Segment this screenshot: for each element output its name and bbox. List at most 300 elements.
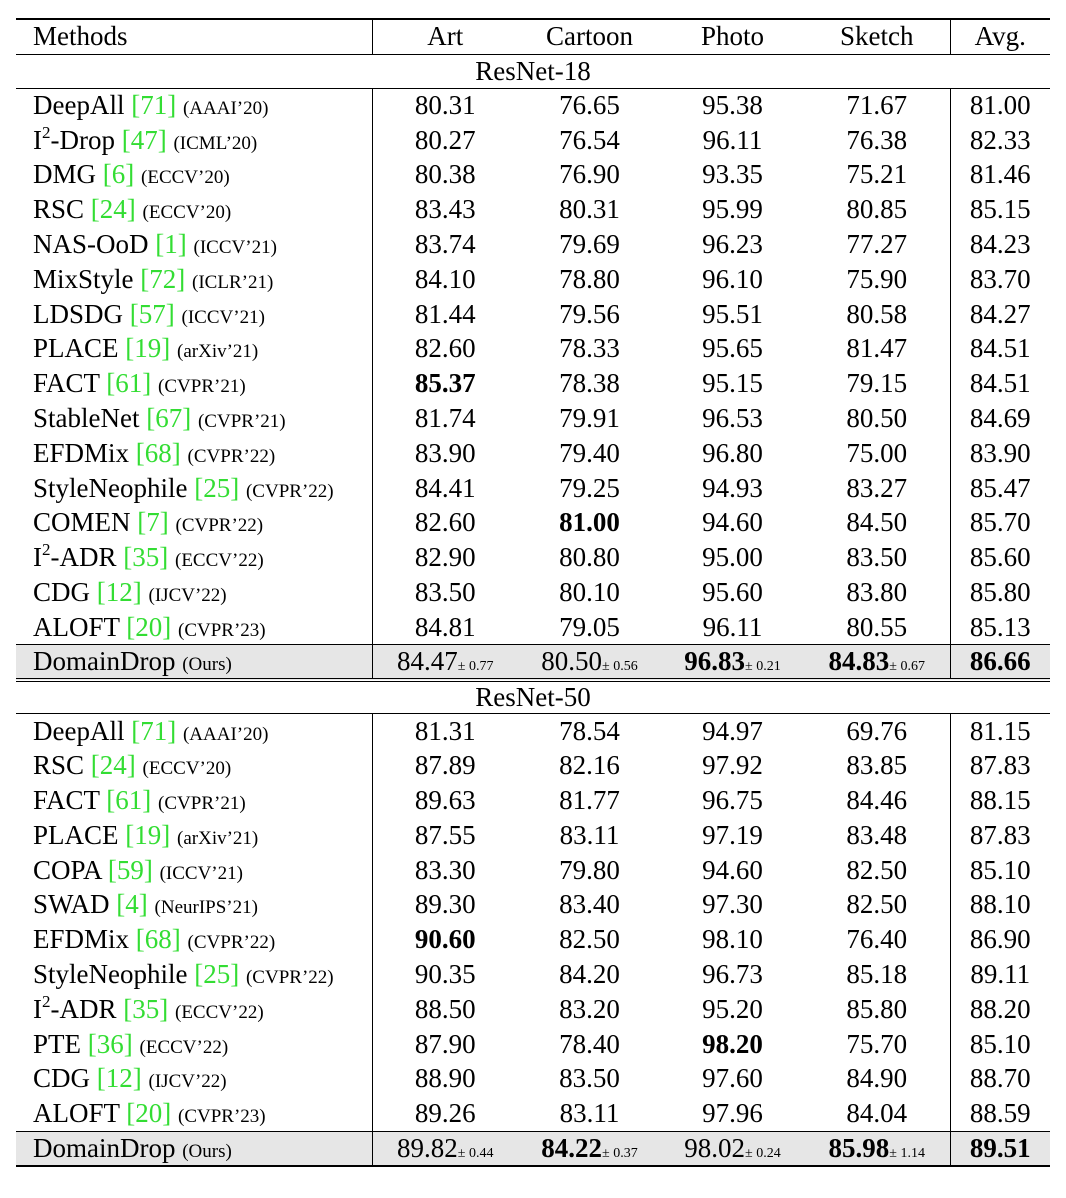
value-sketch: 85.98	[828, 1132, 890, 1163]
ours-photo-cell	[661, 1131, 804, 1166]
value-art: 80.27	[414, 124, 476, 155]
value-avg: 83.70	[969, 263, 1031, 294]
value-art: 87.55	[414, 819, 476, 850]
venue-label: (CVPR’21)	[158, 376, 246, 398]
venue-label: (IJCV’22)	[148, 585, 227, 607]
value-photo: 97.92	[702, 750, 763, 781]
value-art: 87.90	[414, 1028, 476, 1059]
citation-link[interactable]: [19]	[125, 333, 171, 364]
venue-label: (CVPR’21)	[197, 411, 286, 433]
method-name-suffix: -ADR	[50, 542, 117, 573]
table-row	[16, 88, 1050, 123]
citation-link[interactable]: [67]	[146, 403, 192, 434]
table-row	[16, 610, 1050, 645]
value-sketch: 75.70	[804, 1027, 950, 1062]
citation-link[interactable]: [59]	[107, 854, 153, 885]
citation-number[interactable]: 4	[125, 889, 139, 920]
method-name: StyleNeophile	[33, 959, 188, 990]
citation-link[interactable]: [68]	[135, 924, 181, 955]
value-sketch: 84.83	[828, 645, 890, 676]
venue-label: (CVPR’23)	[178, 619, 266, 641]
value-avg: 85.70	[969, 507, 1031, 538]
venue-label: (ICCV’21)	[159, 862, 243, 884]
value-avg: 84.69	[969, 403, 1031, 434]
value-sketch: 83.50	[804, 540, 950, 575]
method-name: I	[33, 542, 42, 573]
results-table	[16, 18, 1050, 1167]
citation-number[interactable]: 20	[135, 1097, 163, 1128]
value-cartoon: 82.16	[559, 750, 620, 781]
table-row	[16, 888, 1050, 923]
value-photo: 97.96	[702, 1097, 763, 1128]
table-row	[16, 506, 1050, 541]
value-avg: 85.15	[969, 194, 1031, 225]
citation-link[interactable]: [61]	[106, 368, 152, 399]
method-cell	[16, 297, 372, 332]
value-avg: 84.51	[969, 333, 1031, 364]
value-art: 83.90	[414, 437, 476, 468]
value-cartoon: 78.33	[559, 333, 620, 364]
method-name: COMEN	[33, 507, 131, 538]
method-name: PLACE	[33, 333, 119, 364]
value-art: 81.44	[414, 298, 476, 329]
ours-row	[16, 645, 1050, 680]
section-title: ResNet-50	[16, 680, 1050, 714]
venue-label: (IJCV’22)	[148, 1071, 227, 1093]
ours-avg-cell	[950, 1131, 1050, 1166]
venue-label: (AAAI’20)	[182, 98, 269, 120]
std-sketch: ± 1.14	[889, 1145, 925, 1161]
value-sketch: 83.48	[804, 818, 950, 853]
value-cartoon: 83.11	[559, 819, 620, 850]
value-avg: 84.27	[969, 298, 1031, 329]
citation-number[interactable]: 68	[144, 924, 172, 955]
venue-label: (Ours)	[182, 653, 232, 675]
value-art: 88.50	[414, 993, 476, 1024]
method-name: MixStyle	[33, 263, 134, 294]
citation-number[interactable]: 6	[111, 159, 126, 190]
table-row	[16, 471, 1050, 506]
method-name: PTE	[33, 1028, 82, 1059]
method-name: NAS-OoD	[33, 229, 149, 260]
value-sketch: 75.90	[804, 262, 950, 297]
value-avg: 85.13	[969, 611, 1031, 642]
method-name: DomainDrop	[33, 1132, 176, 1163]
value-cartoon: 81.00	[559, 507, 620, 538]
citation-number[interactable]: 20	[135, 611, 163, 642]
method-cell	[16, 714, 372, 749]
col-header-art: Art	[372, 19, 518, 54]
value-cartoon: 83.50	[559, 1063, 620, 1094]
venue-label: (ECCV’22)	[175, 550, 264, 572]
venue-label: (CVPR’23)	[178, 1105, 266, 1127]
citation-link[interactable]: [12]	[96, 577, 142, 608]
value-sketch: 69.76	[804, 714, 950, 749]
value-photo: 96.80	[702, 437, 763, 468]
method-superscript: 2	[42, 122, 51, 142]
method-name: RSC	[33, 194, 85, 225]
value-sketch: 84.04	[804, 1096, 950, 1131]
method-superscript: 2	[42, 991, 51, 1011]
value-art: 89.26	[414, 1097, 476, 1128]
venue-label: (ECCV’20)	[141, 167, 230, 189]
method-cell	[16, 1131, 372, 1166]
col-header-avg: Avg.	[950, 19, 1050, 54]
value-photo: 95.20	[702, 993, 763, 1024]
value-avg: 82.33	[969, 124, 1031, 155]
method-cell	[16, 192, 372, 227]
citation-link[interactable]: [7]	[137, 507, 169, 538]
value-sketch: 76.40	[804, 922, 950, 957]
method-cell	[16, 992, 372, 1027]
method-name: FACT	[33, 368, 100, 399]
value-art: 81.74	[414, 403, 476, 434]
method-cell	[16, 366, 372, 401]
venue-label: (ICLR’21)	[192, 271, 274, 293]
table-row	[16, 575, 1050, 610]
table-row	[16, 297, 1050, 332]
std-photo: ± 0.24	[745, 1145, 781, 1161]
value-photo: 96.23	[702, 229, 763, 260]
value-photo: 93.35	[702, 159, 763, 190]
citation-number[interactable]: 57	[138, 298, 166, 329]
method-cell	[16, 540, 372, 575]
value-sketch: 80.50	[804, 401, 950, 436]
value-avg: 89.11	[970, 959, 1031, 990]
ours-sketch-cell	[804, 1131, 950, 1166]
value-art: 84.47	[397, 645, 458, 676]
citation-link[interactable]: [35]	[123, 993, 169, 1024]
std-sketch: ± 0.67	[889, 658, 925, 674]
ours-photo-cell	[661, 645, 804, 680]
value-photo: 96.73	[702, 959, 763, 990]
value-avg: 84.51	[969, 368, 1031, 399]
value-photo: 96.11	[702, 124, 763, 155]
method-name: FACT	[33, 785, 100, 816]
table-row	[16, 957, 1050, 992]
value-art: 84.41	[414, 472, 476, 503]
value-photo: 95.65	[702, 333, 763, 364]
citation-link[interactable]: [25]	[194, 959, 240, 990]
citation-link[interactable]: [72]	[140, 263, 186, 294]
col-header-cartoon: Cartoon	[518, 19, 661, 54]
value-cartoon: 76.54	[559, 124, 620, 155]
value-cartoon: 80.50	[541, 645, 603, 676]
value-photo: 98.20	[702, 1028, 763, 1059]
value-photo: 96.11	[702, 611, 763, 642]
method-cell	[16, 645, 372, 680]
citation-link[interactable]: [68]	[135, 437, 181, 468]
value-art: 83.30	[414, 854, 476, 885]
value-cartoon: 84.22	[541, 1132, 603, 1163]
method-name: DeepAll	[33, 90, 125, 121]
citation-link[interactable]: [20]	[126, 1097, 172, 1128]
citation-link[interactable]: [1]	[155, 229, 187, 260]
venue-label: (ICCV’21)	[193, 237, 277, 259]
table-row	[16, 540, 1050, 575]
method-name: EFDMix	[33, 437, 130, 468]
citation-link[interactable]: [47]	[121, 124, 167, 155]
col-header-photo: Photo	[661, 19, 804, 54]
value-photo: 95.00	[702, 542, 763, 573]
citation-number[interactable]: 12	[105, 1063, 133, 1094]
venue-label: (ECCV’22)	[139, 1036, 229, 1058]
value-avg: 86.66	[969, 645, 1031, 676]
value-cartoon: 83.40	[559, 889, 620, 920]
value-avg: 85.10	[969, 854, 1031, 885]
citation-number[interactable]: 19	[134, 333, 162, 364]
method-cell	[16, 748, 372, 783]
citation-number[interactable]: 35	[132, 993, 160, 1024]
value-cartoon: 83.20	[559, 993, 620, 1024]
method-cell	[16, 888, 372, 923]
value-cartoon: 83.11	[559, 1097, 620, 1128]
method-cell	[16, 922, 372, 957]
citation-link[interactable]: [19]	[125, 819, 171, 850]
citation-number[interactable]: 61	[115, 368, 143, 399]
table-row	[16, 818, 1050, 853]
value-cartoon: 80.80	[559, 542, 620, 573]
venue-label: (CVPR’22)	[187, 932, 276, 954]
method-cell	[16, 158, 372, 193]
value-avg: 81.00	[969, 90, 1031, 121]
venue-label: (ECCV’20)	[142, 202, 232, 224]
venue-label: (CVPR’21)	[158, 793, 246, 815]
value-art: 85.37	[414, 368, 476, 399]
method-cell	[16, 506, 372, 541]
citation-number[interactable]: 35	[132, 542, 160, 573]
value-photo: 95.51	[702, 298, 763, 329]
table-row	[16, 227, 1050, 262]
citation-number[interactable]: 68	[144, 437, 172, 468]
citation-link[interactable]: [4]	[116, 889, 148, 920]
citation-number[interactable]: 36	[96, 1028, 124, 1059]
venue-label: (AAAI’20)	[182, 723, 269, 745]
value-avg: 86.90	[969, 924, 1031, 955]
method-name-suffix: -Drop	[50, 124, 115, 155]
section-header-row	[16, 680, 1050, 714]
citation-number[interactable]: 72	[149, 263, 177, 294]
table-row	[16, 748, 1050, 783]
citation-link[interactable]: [6]	[102, 159, 135, 190]
citation-number[interactable]: 25	[203, 472, 231, 503]
value-cartoon: 79.25	[559, 472, 620, 503]
value-art: 84.10	[414, 263, 476, 294]
value-avg: 87.83	[969, 819, 1031, 850]
value-cartoon: 79.69	[559, 229, 620, 260]
method-cell	[16, 436, 372, 471]
value-photo: 95.99	[702, 194, 763, 225]
value-art: 82.90	[414, 542, 476, 573]
method-cell	[16, 818, 372, 853]
venue-label: (CVPR’22)	[245, 967, 334, 989]
value-art: 89.82	[397, 1132, 458, 1163]
method-name: PLACE	[33, 819, 119, 850]
value-sketch: 83.85	[804, 748, 950, 783]
value-cartoon: 76.65	[559, 90, 620, 121]
citation-number[interactable]: 71	[140, 90, 168, 121]
value-photo: 94.93	[702, 472, 763, 503]
value-photo: 94.60	[702, 507, 763, 538]
value-sketch: 84.90	[804, 1062, 950, 1097]
method-name: COPA	[33, 854, 102, 885]
section-title: ResNet-18	[16, 54, 1050, 88]
citation-number[interactable]: 24	[99, 750, 127, 781]
citation-number[interactable]: 1	[164, 229, 178, 260]
citation-link[interactable]: [36]	[87, 1028, 133, 1059]
method-cell	[16, 1096, 372, 1131]
venue-label: (ICCV’21)	[181, 306, 265, 328]
value-sketch: 80.55	[804, 610, 950, 645]
value-sketch: 81.47	[804, 332, 950, 367]
venue-label: (CVPR’22)	[175, 515, 264, 537]
value-avg: 88.59	[969, 1097, 1031, 1128]
method-name: DomainDrop	[33, 645, 176, 676]
method-name: EFDMix	[33, 924, 130, 955]
citation-link[interactable]: [24]	[90, 750, 136, 781]
value-sketch: 83.27	[804, 471, 950, 506]
citation-link[interactable]: [71]	[131, 90, 177, 121]
value-avg: 85.10	[969, 1028, 1031, 1059]
value-avg: 84.23	[969, 229, 1031, 260]
value-cartoon: 79.40	[559, 437, 620, 468]
table-row	[16, 401, 1050, 436]
value-art: 80.31	[414, 90, 476, 121]
citation-number[interactable]: 12	[105, 577, 133, 608]
method-name: DeepAll	[33, 715, 125, 746]
std-art: ± 0.44	[457, 1145, 494, 1161]
citation-link[interactable]: [57]	[129, 298, 175, 329]
venue-label: (ECCV’22)	[175, 1001, 264, 1023]
method-name: CDG	[33, 577, 91, 608]
table-row	[16, 436, 1050, 471]
ours-sketch-cell	[804, 645, 950, 680]
table-row	[16, 1027, 1050, 1062]
method-cell	[16, 88, 372, 123]
value-cartoon: 81.77	[559, 785, 620, 816]
method-cell	[16, 123, 372, 158]
value-cartoon: 79.56	[559, 298, 620, 329]
table-row	[16, 992, 1050, 1027]
citation-number[interactable]: 47	[130, 124, 158, 155]
value-cartoon: 79.91	[559, 403, 620, 434]
method-name: RSC	[33, 750, 85, 781]
value-art: 89.63	[414, 785, 476, 816]
value-sketch: 77.27	[804, 227, 950, 262]
value-avg: 89.51	[969, 1132, 1031, 1163]
std-art: ± 0.77	[457, 658, 494, 674]
header-row	[16, 19, 1050, 54]
value-avg: 88.20	[969, 993, 1031, 1024]
value-sketch: 71.67	[804, 88, 950, 123]
col-header-sketch: Sketch	[804, 19, 950, 54]
value-avg: 87.83	[969, 750, 1031, 781]
venue-label: (CVPR’22)	[187, 445, 276, 467]
value-art: 83.43	[414, 194, 476, 225]
table-body	[16, 54, 1050, 1166]
value-sketch: 75.00	[804, 436, 950, 471]
venue-label: (NeurIPS’21)	[154, 897, 258, 919]
value-sketch: 80.58	[804, 297, 950, 332]
value-sketch: 80.85	[804, 192, 950, 227]
value-avg: 83.90	[969, 437, 1031, 468]
value-sketch: 82.50	[804, 888, 950, 923]
value-art: 81.31	[414, 715, 476, 746]
value-sketch: 79.15	[804, 366, 950, 401]
method-name: SWAD	[33, 889, 110, 920]
citation-number[interactable]: 67	[155, 403, 183, 434]
citation-number[interactable]: 61	[115, 785, 143, 816]
value-art: 89.30	[414, 889, 476, 920]
citation-link[interactable]: [35]	[123, 542, 169, 573]
citation-link[interactable]: [25]	[194, 472, 240, 503]
value-art: 90.35	[414, 959, 476, 990]
method-name: I	[33, 993, 42, 1024]
section-header-row	[16, 54, 1050, 88]
table-row	[16, 332, 1050, 367]
citation-number[interactable]: 59	[116, 854, 144, 885]
venue-label: (arXiv’21)	[177, 341, 259, 363]
method-name: StyleNeophile	[33, 472, 188, 503]
method-name: CDG	[33, 1063, 91, 1094]
citation-number[interactable]: 71	[140, 715, 168, 746]
table-row	[16, 853, 1050, 888]
venue-label: (arXiv’21)	[177, 827, 259, 849]
citation-link[interactable]: [61]	[106, 785, 152, 816]
venue-label: (ICML’20)	[173, 132, 258, 154]
value-avg: 81.46	[969, 159, 1031, 190]
method-cell	[16, 471, 372, 506]
value-sketch: 75.21	[804, 158, 950, 193]
value-photo: 98.10	[702, 924, 763, 955]
citation-link[interactable]: [71]	[131, 715, 177, 746]
value-sketch: 82.50	[804, 853, 950, 888]
citation-number[interactable]: 19	[134, 819, 162, 850]
method-name: ALOFT	[33, 1097, 120, 1128]
value-photo: 96.83	[684, 645, 746, 676]
value-cartoon: 78.54	[559, 715, 620, 746]
method-cell	[16, 575, 372, 610]
table-row	[16, 714, 1050, 749]
table-row	[16, 158, 1050, 193]
value-sketch: 85.18	[804, 957, 950, 992]
method-cell	[16, 227, 372, 262]
citation-link[interactable]: [20]	[126, 611, 172, 642]
std-photo: ± 0.21	[745, 658, 781, 674]
citation-number[interactable]: 7	[146, 507, 160, 538]
citation-number[interactable]: 25	[203, 959, 231, 990]
value-cartoon: 80.10	[559, 577, 620, 608]
table-row	[16, 366, 1050, 401]
method-cell	[16, 610, 372, 645]
value-avg: 85.80	[969, 577, 1031, 608]
value-photo: 96.75	[702, 785, 763, 816]
std-cartoon: ± 0.37	[602, 1145, 638, 1161]
value-art: 84.81	[414, 611, 476, 642]
value-sketch: 84.46	[804, 783, 950, 818]
citation-link[interactable]: [24]	[90, 194, 136, 225]
citation-link[interactable]: [12]	[96, 1063, 142, 1094]
value-sketch: 76.38	[804, 123, 950, 158]
ours-avg-cell	[950, 645, 1050, 680]
value-avg: 85.60	[969, 542, 1031, 573]
value-photo: 97.30	[702, 889, 763, 920]
citation-number[interactable]: 24	[99, 194, 127, 225]
value-cartoon: 78.38	[559, 368, 620, 399]
value-art: 83.50	[414, 577, 476, 608]
method-cell	[16, 262, 372, 297]
ours-cartoon-cell	[518, 1131, 661, 1166]
